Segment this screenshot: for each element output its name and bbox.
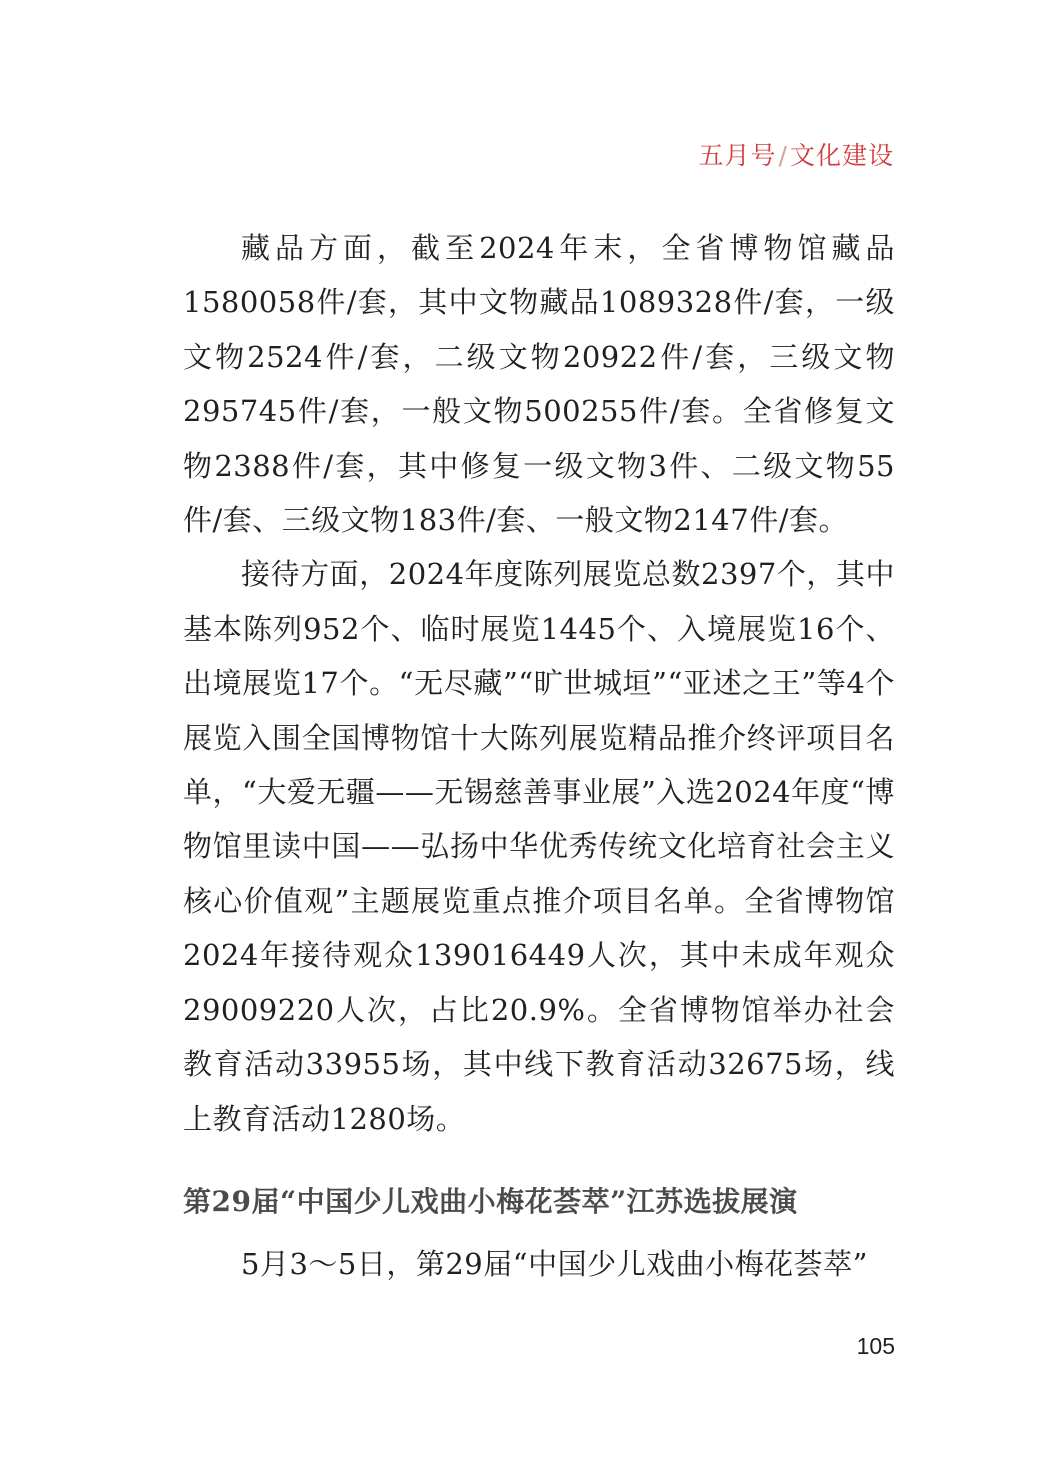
header-separator: / (778, 141, 788, 170)
paragraph-plum-blossom: 5月3～5日，第29届“中国少儿戏曲小梅花荟萃” (241, 1246, 868, 1281)
section-label: 文化建设 (789, 141, 894, 170)
running-header (699, 136, 894, 172)
paragraph-reception: 接待方面，2024年度陈列展览总数2397个，其中基本陈列952个、临时展览1445个、入境展览16个、出境展览17个。“无尽藏”“旷世城垣”“亚述之王”等4个展览入围全国博物馆十大陈列展览精品推介终评项目名单，“大爱无疆——无锡慈善事业展”入选2024年度“博物馆里读中国——弘扬中华优秀传统文化培育社会主义核心价值观”主题展览重点推介项目名单。全省博物馆2024年接待观众139016449人次，其中未成年观众29009220人次，占比20.9%。全省博物馆举办社会教育活动33955场，其中线下教育活动32675场，线上教育活动1280场。 (183, 557, 895, 1136)
page-number: 105 (856, 1333, 895, 1359)
paragraph-collections: 藏品方面，截至2024年末，全省博物馆藏品1580058件/套，其中文物藏品1089328件/套，一级文物2524件/套，二级文物20922件/套，三级文物295745件/套，一般文物500255件/套。全省修复文物2388件/套，其中修复一级文物3件、二级文物55件/套、三级文物183件/套、一般文物2147件/套。 (183, 231, 895, 538)
section-heading: 第29届“中国少儿戏曲小梅花荟萃”江苏选拔展演 (183, 1184, 798, 1218)
issue-label: 五月号 (698, 141, 777, 170)
article-body (183, 221, 895, 1291)
